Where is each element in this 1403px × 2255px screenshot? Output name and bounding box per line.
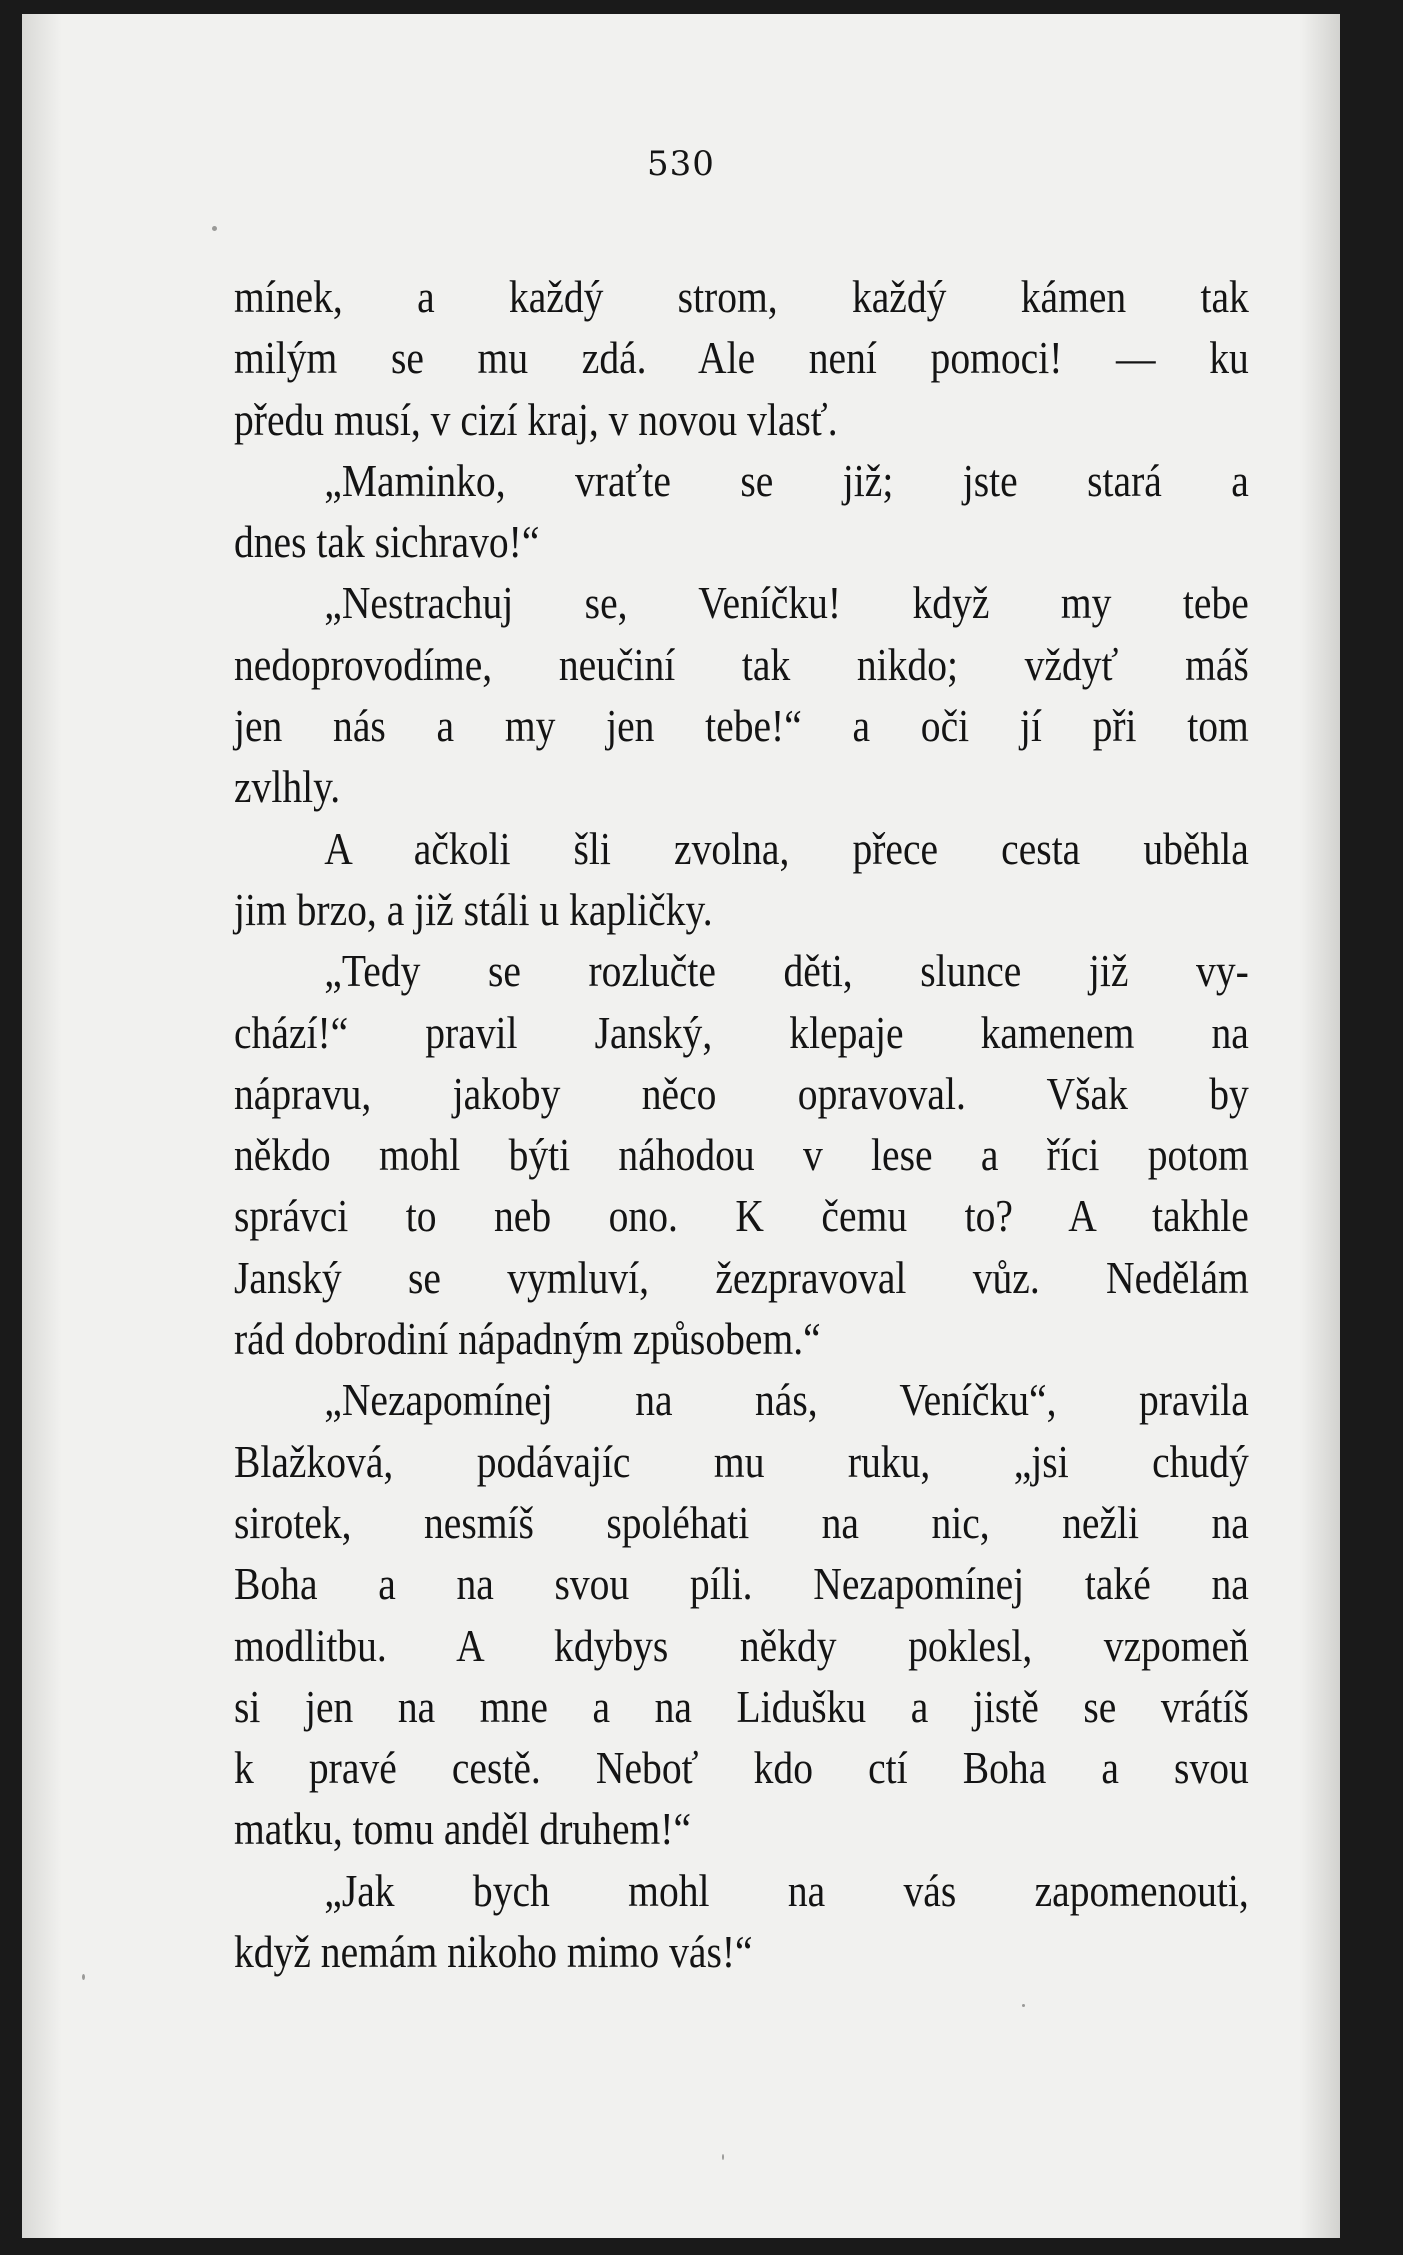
paper-speck [82,1974,85,1980]
text-line: milým se mu zdá. Ale není pomoci! — ku [234,332,1249,384]
paper-speck [212,226,217,231]
text-line: sirotek, nesmíš spoléhati na nic, nežli na [234,1496,1249,1548]
text-line: když nemám nikoho mimo vás!“ [234,1926,753,1978]
text-line: „Nezapomínej na nás, Veníčku“, pravila [324,1374,1249,1426]
text-line: matku, tomu anděl druhem!“ [234,1803,692,1855]
page-left-edge-shadow [22,14,62,2238]
text-line: rád dobrodiní nápadným způsobem.“ [234,1313,821,1365]
text-line: jen nás a my jen tebe!“ a oči jí při tom [234,700,1249,752]
text-line: chází!“ pravil Janský, klepaje kamenem na [234,1006,1249,1058]
body-text [234,266,1249,1982]
text-line: Janský se vymluví, žezpravoval vůz. Nedělám [234,1251,1249,1303]
text-line: někdo mohl býti náhodou v lese a říci potom [234,1129,1249,1181]
text-line: správci to neb ono. K čemu to? A takhle [234,1190,1249,1242]
text-line: nedoprovodíme, neučiní tak nikdo; vždyť máš [234,638,1249,690]
text-line: zvlhly. [234,761,341,813]
text-line: předu musí, v cizí kraj, v novou vlasť. [234,393,838,445]
text-line: modlitbu. A kdybys někdy poklesl, vzpomeň [234,1619,1249,1671]
text-line: „Jak bych mohl na vás zapomenouti, [324,1864,1249,1916]
text-line: mínek, a každý strom, každý kámen tak [234,271,1249,322]
text-line: Blažková, podávajíc mu ruku, „jsi chudý [234,1435,1249,1487]
text-line: jim brzo, a již stáli u kapličky. [234,883,713,935]
text-line: Boha a na svou píli. Nezapomínej také na [234,1558,1249,1610]
text-line: dnes tak sichravo!“ [234,516,540,568]
text-line: A ačkoli šli zvolna, přece cesta uběhla [324,822,1249,874]
text-line: nápravu, jakoby něco opravoval. Však by [234,1067,1249,1119]
text-line: „Tedy se rozlučte děti, slunce již vy- [324,945,1249,997]
book-page [22,14,1340,2238]
paper-speck [722,2154,724,2160]
paper-speck [1022,2004,1025,2007]
page-right-edge-shadow [1300,14,1340,2238]
text-line: „Maminko, vraťte se již; jste stará a [324,454,1249,506]
page-number: 530 [647,144,715,184]
text-line: k pravé cestě. Neboť kdo ctí Boha a svou [234,1742,1249,1794]
text-line: „Nestrachuj se, Veníčku! když my tebe [324,577,1249,629]
text-line: si jen na mne a na Lidušku a jistě se vrátíš [234,1680,1249,1732]
